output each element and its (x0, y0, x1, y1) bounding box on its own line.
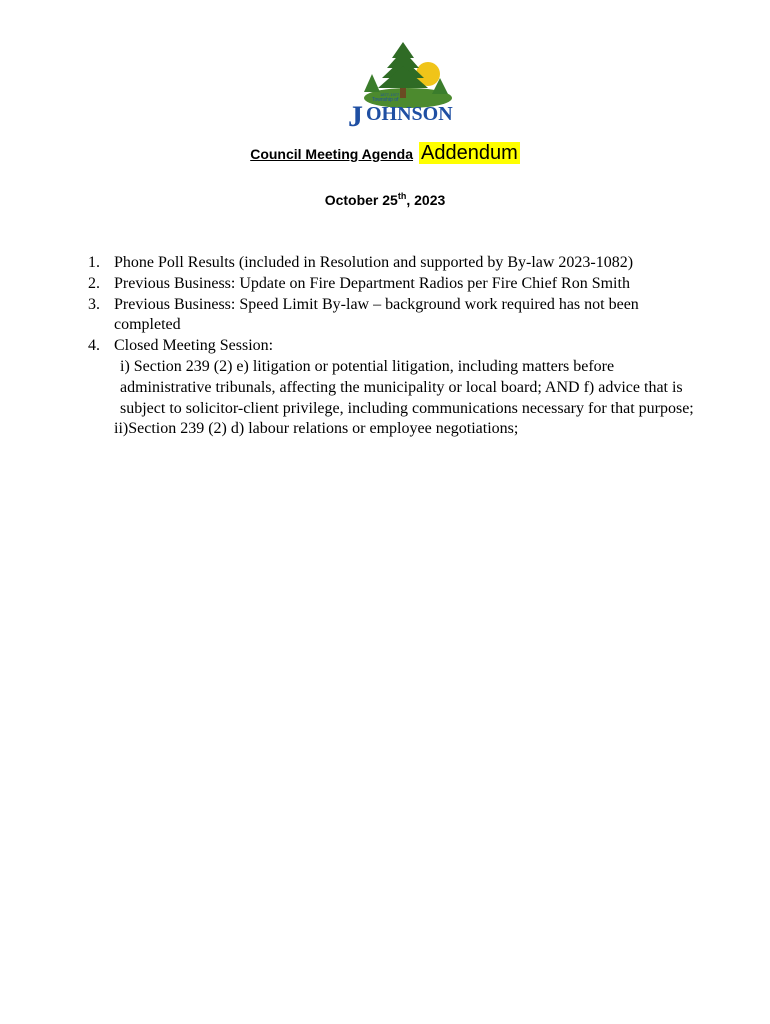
logo-big-j: J (348, 100, 363, 133)
township-logo (342, 40, 468, 136)
agenda-list (88, 253, 708, 440)
logo-township-label: Township of (372, 97, 399, 103)
date-suffix: th (397, 191, 407, 201)
addendum-highlight: Addendum (421, 142, 518, 164)
agenda-item-1 (88, 253, 708, 274)
item-text: Closed Meeting Session: (114, 337, 274, 355)
agenda-item-2 (88, 274, 708, 295)
item-number: 3. (88, 295, 100, 313)
closed-session-subitem-2: ii)Section 239 (2) d) labour relations or employee negotiations; (114, 420, 519, 438)
item-number: 2. (88, 274, 100, 292)
date-prefix: October 25 (324, 192, 398, 208)
agenda-item-4 (88, 336, 708, 440)
closed-session-subitem-1: i) Section 239 (2) e) litigation or potential litigation, including matters before administrative tribunals, affecting the municipality or local board; AND f) advice that is subject to solicitor-client privilege, including communications necessary for that purpose; (120, 357, 694, 417)
logo-name: OHNSON (366, 103, 453, 125)
pine-tree-logo-icon (342, 40, 468, 136)
meeting-date (0, 192, 770, 208)
item-text: Phone Poll Results (included in Resolution and supported by By-law 2023-1082) (114, 254, 634, 271)
title-text: Council Meeting Agenda (250, 146, 414, 162)
item-number: 4. (88, 337, 100, 355)
date-year: , 2023 (406, 192, 446, 208)
agenda-title (0, 142, 770, 165)
item-text: Previous Business: Speed Limit By-law – background work required has not been completed (114, 295, 639, 334)
agenda-item-3 (88, 295, 708, 337)
item-text: Previous Business: Update on Fire Department Radios per Fire Chief Ron Smith (114, 274, 630, 292)
logo-tagline: 1877-1977 (380, 92, 400, 97)
item-number: 1. (88, 254, 100, 271)
